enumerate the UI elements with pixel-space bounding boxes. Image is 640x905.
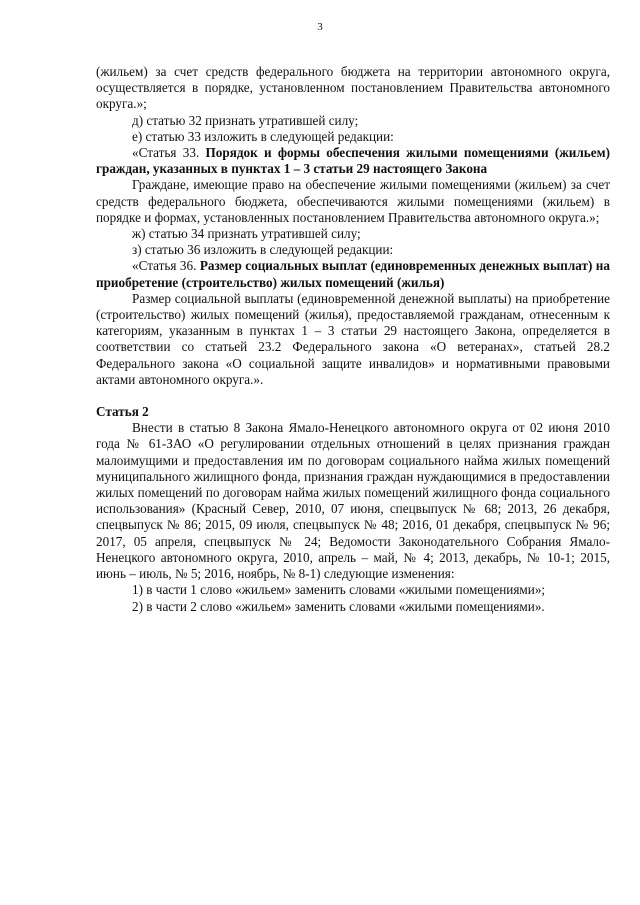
article-36-title: Размер социальных выплат (единовременных денежных выплат) на приобретение (строительство) жилых помещений (жилья) xyxy=(96,258,611,290)
article-33-heading xyxy=(96,145,610,177)
article-36-heading xyxy=(96,258,610,290)
paragraph-continuation: (жильем) за счет средств федерального бюджета на территории автономного округа, осуществляется в порядке, установленном постановлением Правительства автономного округа.»; xyxy=(96,64,610,112)
article-33-text: Граждане, имеющие право на обеспечение жилыми помещениями (жильем) за счет средств федерального бюджета, обеспечиваются жилыми помещениями (жильем) в порядке и формах, установленных постановлением Правительства автономного округа.»; xyxy=(96,177,610,225)
list-item-z: з) статью 36 изложить в следующей редакции: xyxy=(132,242,394,258)
article-2-text: Внести в статью 8 Закона Ямало-Ненецкого автономного округа от 02 июня 2010 года № 61-ЗАО «О регулировании отдельных отношений в целях признания граждан малоимущими и предоставления им по договорам социального найма жилых помещений муниципального жилищного фонда, признания граждан нуждающимися в предоставлении жилых помещений по договорам найма жилых помещений жилищного фонда социального использования» (Красный Север, 2010, 07 июня, спецвыпуск № 68; 2013, 26 декабря, спецвыпуск № 86; 2015, 09 июля, спецвыпуск № 48; 2016, 01 декабря, спецвыпуск № 96; 2017, 05 апреля, спецвыпуск № 24; Ведомости Законодательного Собрания Ямало-Ненецкого автономного округа, 2010, апрель – май, № 4; 2013, декабрь, № 10-1; 2015, июнь – июль, № 5; 2016, ноябрь, № 8-1) следующие изменения: xyxy=(96,420,610,582)
article-2-heading: Статья 2 xyxy=(96,404,149,420)
article-33-title: Порядок и формы обеспечения жилыми помещениями (жильем) граждан, указанных в пунктах 1 – 3 статьи 29 настоящего Закона xyxy=(96,145,611,177)
article-33-prefix: «Статья 33. xyxy=(132,145,200,161)
change-item-1: 1) в части 1 слово «жильем» заменить словами «жилыми помещениями»; xyxy=(132,582,546,598)
list-item-zh: ж) статью 34 признать утратившей силу; xyxy=(132,226,361,242)
page-number: 3 xyxy=(317,21,323,33)
article-36-text: Размер социальной выплаты (единовременной денежной выплаты) на приобретение (строительство) жилых помещений (жилья), предоставляемой гражданам, отнесенным к категориям, указанным в пунктах 1 – 3 статьи 29 настоящего Закона, определяется в соответствии со статьей 23.2 Федерального закона «О ветеранах», статьей 28.2 Федерального закона «О социальной защите инвалидов» и нормативными правовыми актами автономного округа.». xyxy=(96,290,610,387)
document-body xyxy=(96,64,610,615)
list-item-d: д) статью 32 признать утратившей силу; xyxy=(132,112,359,128)
change-item-2: 2) в части 2 слово «жильем» заменить словами «жилыми помещениями». xyxy=(132,598,545,614)
article-36-prefix: «Статья 36. xyxy=(132,258,197,274)
spacer xyxy=(96,388,610,404)
list-item-e: е) статью 33 изложить в следующей редакции: xyxy=(132,128,394,144)
